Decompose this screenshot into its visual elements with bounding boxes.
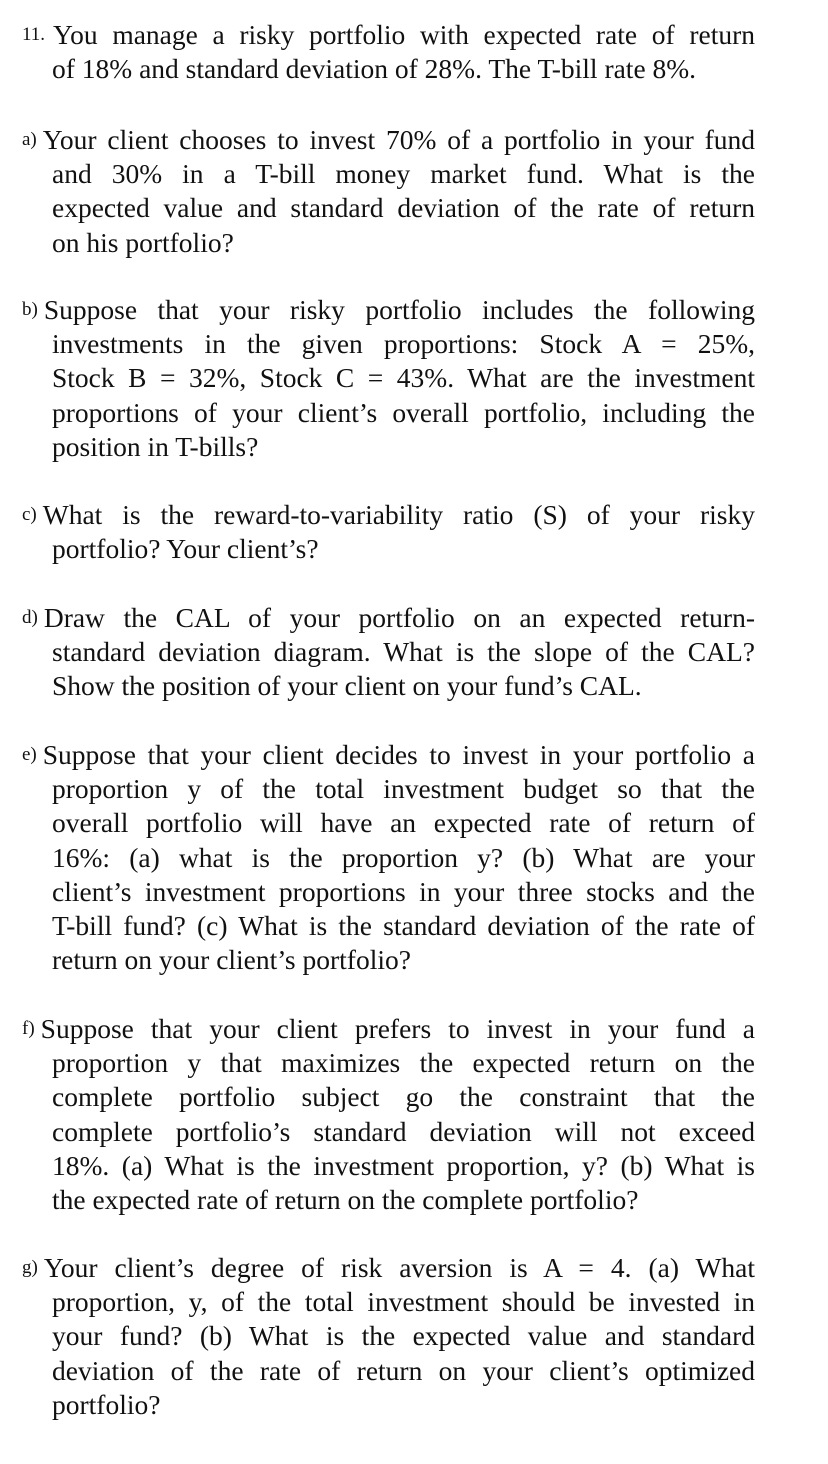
- text-line: proportions of your client’s overall portfolio, including the: [52, 396, 755, 428]
- text-line: [22, 18, 755, 52]
- line-text: Your client’s degree of risk aversion is A = 4. (a) What: [43, 1252, 755, 1283]
- line-text: Draw the CAL of your portfolio on an expected return-: [43, 602, 755, 633]
- part-label: f): [22, 1018, 35, 1039]
- text-line: the expected rate of return on the complete portfolio?: [52, 1183, 639, 1215]
- text-line: [22, 293, 755, 327]
- text-line: deviation of the rate of return on your client’s optimized: [52, 1354, 755, 1386]
- text-line: overall portfolio will have an expected rate of return of: [52, 807, 755, 839]
- text-line: position in T-bills?: [52, 430, 259, 462]
- text-line: T-bill fund? (c) What is the standard deviation of the rate of: [52, 909, 755, 941]
- text-line: [22, 1012, 755, 1046]
- text-line: proportion, y, of the total investment should be invested in: [52, 1286, 755, 1318]
- part-g: [0, 1251, 828, 1422]
- text-line: standard deviation diagram. What is the slope of the CAL?: [52, 636, 755, 668]
- line-text: You manage a risky portfolio with expected rate of return: [53, 19, 755, 50]
- text-line: complete portfolio subject go the constraint that the: [52, 1081, 755, 1113]
- text-line: [22, 498, 755, 532]
- part-label: b): [22, 299, 38, 320]
- part-label: g): [22, 1257, 38, 1278]
- text-line: portfolio?: [52, 1388, 161, 1420]
- part-f: [0, 1012, 828, 1217]
- text-line: [22, 738, 755, 772]
- line-text: Suppose that your risky portfolio includes the following: [43, 294, 755, 325]
- part-c: [0, 498, 828, 566]
- text-line: Stock B = 32%, Stock C = 43%. What are the investment: [52, 362, 755, 394]
- text-line: 16%: (a) what is the proportion y? (b) What are your: [52, 841, 755, 873]
- text-line: complete portfolio’s standard deviation will not exceed: [52, 1115, 755, 1147]
- text-line: and 30% in a T-bill money market fund. What is the: [52, 158, 755, 190]
- part-a: [0, 123, 828, 260]
- line-text: Suppose that your client decides to invest in your portfolio a: [42, 739, 755, 770]
- text-line: [22, 123, 755, 157]
- text-line: expected value and standard deviation of the rate of return: [52, 192, 755, 224]
- text-line: Show the position of your client on your fund’s CAL.: [52, 670, 642, 702]
- text-line: return on your client’s portfolio?: [52, 944, 411, 976]
- part-e: [0, 738, 828, 977]
- question-intro: [0, 18, 828, 86]
- text-line: of 18% and standard deviation of 28%. The T-bill rate 8%.: [52, 53, 697, 85]
- part-label: d): [22, 607, 38, 628]
- part-d: [0, 601, 828, 704]
- part-label: c): [22, 504, 37, 525]
- text-line: proportion y that maximizes the expected return on the: [52, 1047, 755, 1079]
- part-label: a): [22, 129, 37, 150]
- line-text: Suppose that your client prefers to invest in your fund a: [40, 1013, 755, 1044]
- text-line: 18%. (a) What is the investment proportion, y? (b) What is: [52, 1149, 755, 1181]
- question-number: 11.: [22, 24, 46, 45]
- text-line: investments in the given proportions: Stock A = 25%,: [52, 328, 755, 360]
- text-line: [22, 601, 755, 635]
- text-line: portfolio? Your client’s?: [52, 533, 319, 565]
- text-line: client’s investment proportions in your three stocks and the: [52, 875, 755, 907]
- line-text: What is the reward-to-variability ratio (S) of your risky: [42, 499, 755, 530]
- part-b: [0, 293, 828, 464]
- text-line: [22, 1251, 755, 1285]
- text-line: on his portfolio?: [52, 226, 234, 258]
- text-line: proportion y of the total investment budget so that the: [52, 773, 755, 805]
- text-line: your fund? (b) What is the expected value and standard: [52, 1320, 755, 1352]
- part-label: e): [22, 744, 37, 765]
- line-text: Your client chooses to invest 70% of a portfolio in your fund: [42, 124, 755, 155]
